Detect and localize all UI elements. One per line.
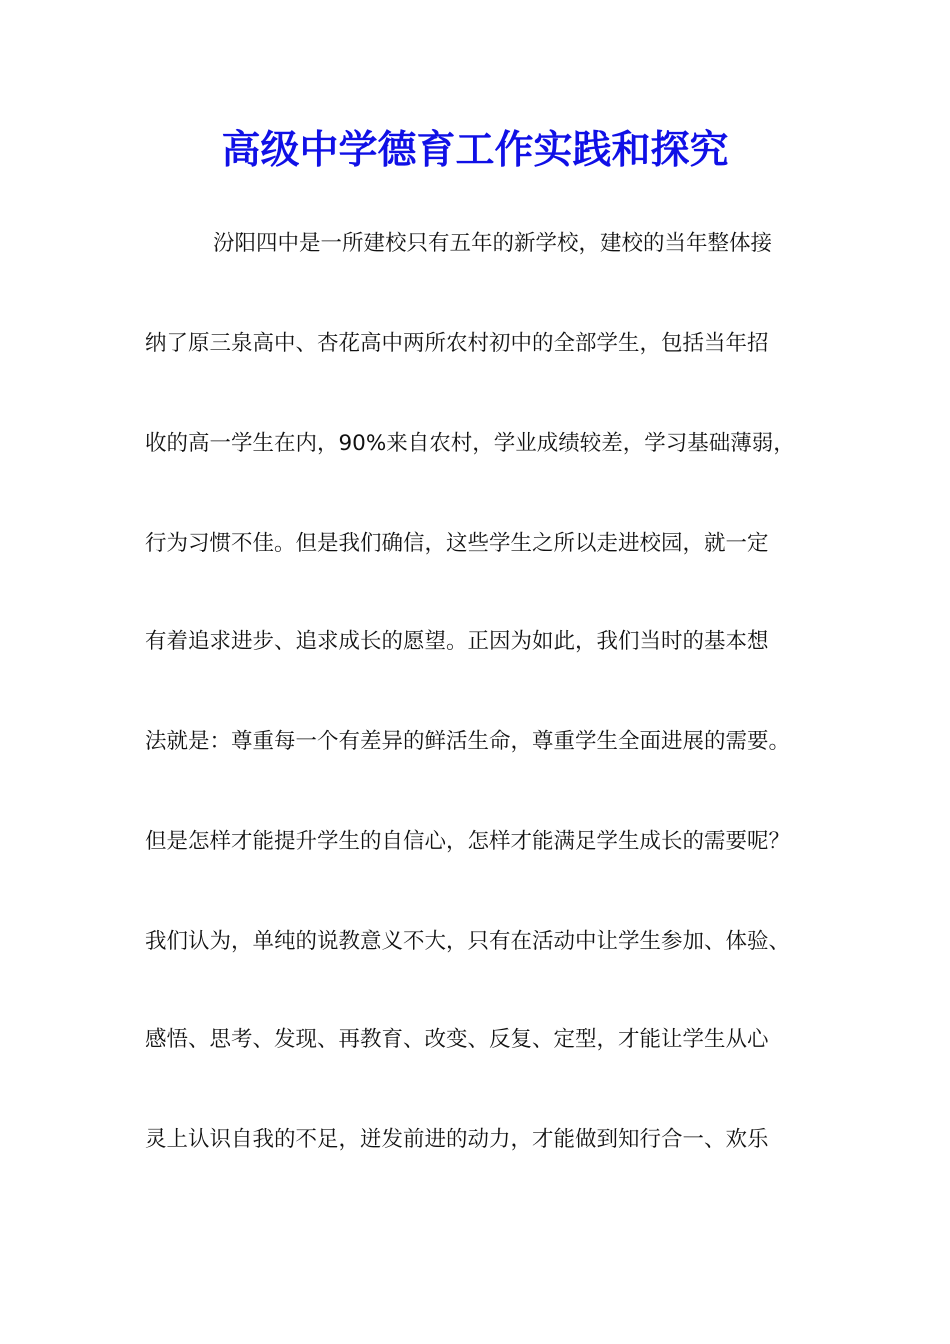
paragraph-line-6: 法就是：尊重每一个有差异的鲜活生命，尊重学生全面进展的需要。 xyxy=(145,729,791,754)
paragraph-line-8: 我们认为，单纯的说教意义不大，只有在活动中让学生参加、体验、 xyxy=(145,929,791,954)
document-title: 高级中学德育工作实践和探究 xyxy=(221,127,729,173)
paragraph-line-4: 行为习惯不佳。但是我们确信，这些学生之所以走进校园，就一定 xyxy=(145,531,769,556)
paragraph-line-10: 灵上认识自我的不足，迸发前进的动力，才能做到知行合一、欢乐 xyxy=(145,1127,769,1152)
paragraph-line-1: 汾阳四中是一所建校只有五年的新学校，建校的当年整体接 xyxy=(213,231,773,256)
paragraph-line-5: 有着追求进步、追求成长的愿望。正因为如此，我们当时的基本想 xyxy=(145,629,769,654)
paragraph-line-3: 收的高一学生在内，90%来自农村，学业成绩较差，学习基础薄弱， xyxy=(145,431,795,456)
paragraph-line-2: 纳了原三泉高中、杏花高中两所农村初中的全部学生，包括当年招 xyxy=(145,331,769,356)
paragraph-line-9: 感悟、思考、发现、再教育、改变、反复、定型，才能让学生从心 xyxy=(145,1027,769,1052)
paragraph-line-7: 但是怎样才能提升学生的自信心，怎样才能满足学生成长的需要呢？ xyxy=(145,829,791,854)
